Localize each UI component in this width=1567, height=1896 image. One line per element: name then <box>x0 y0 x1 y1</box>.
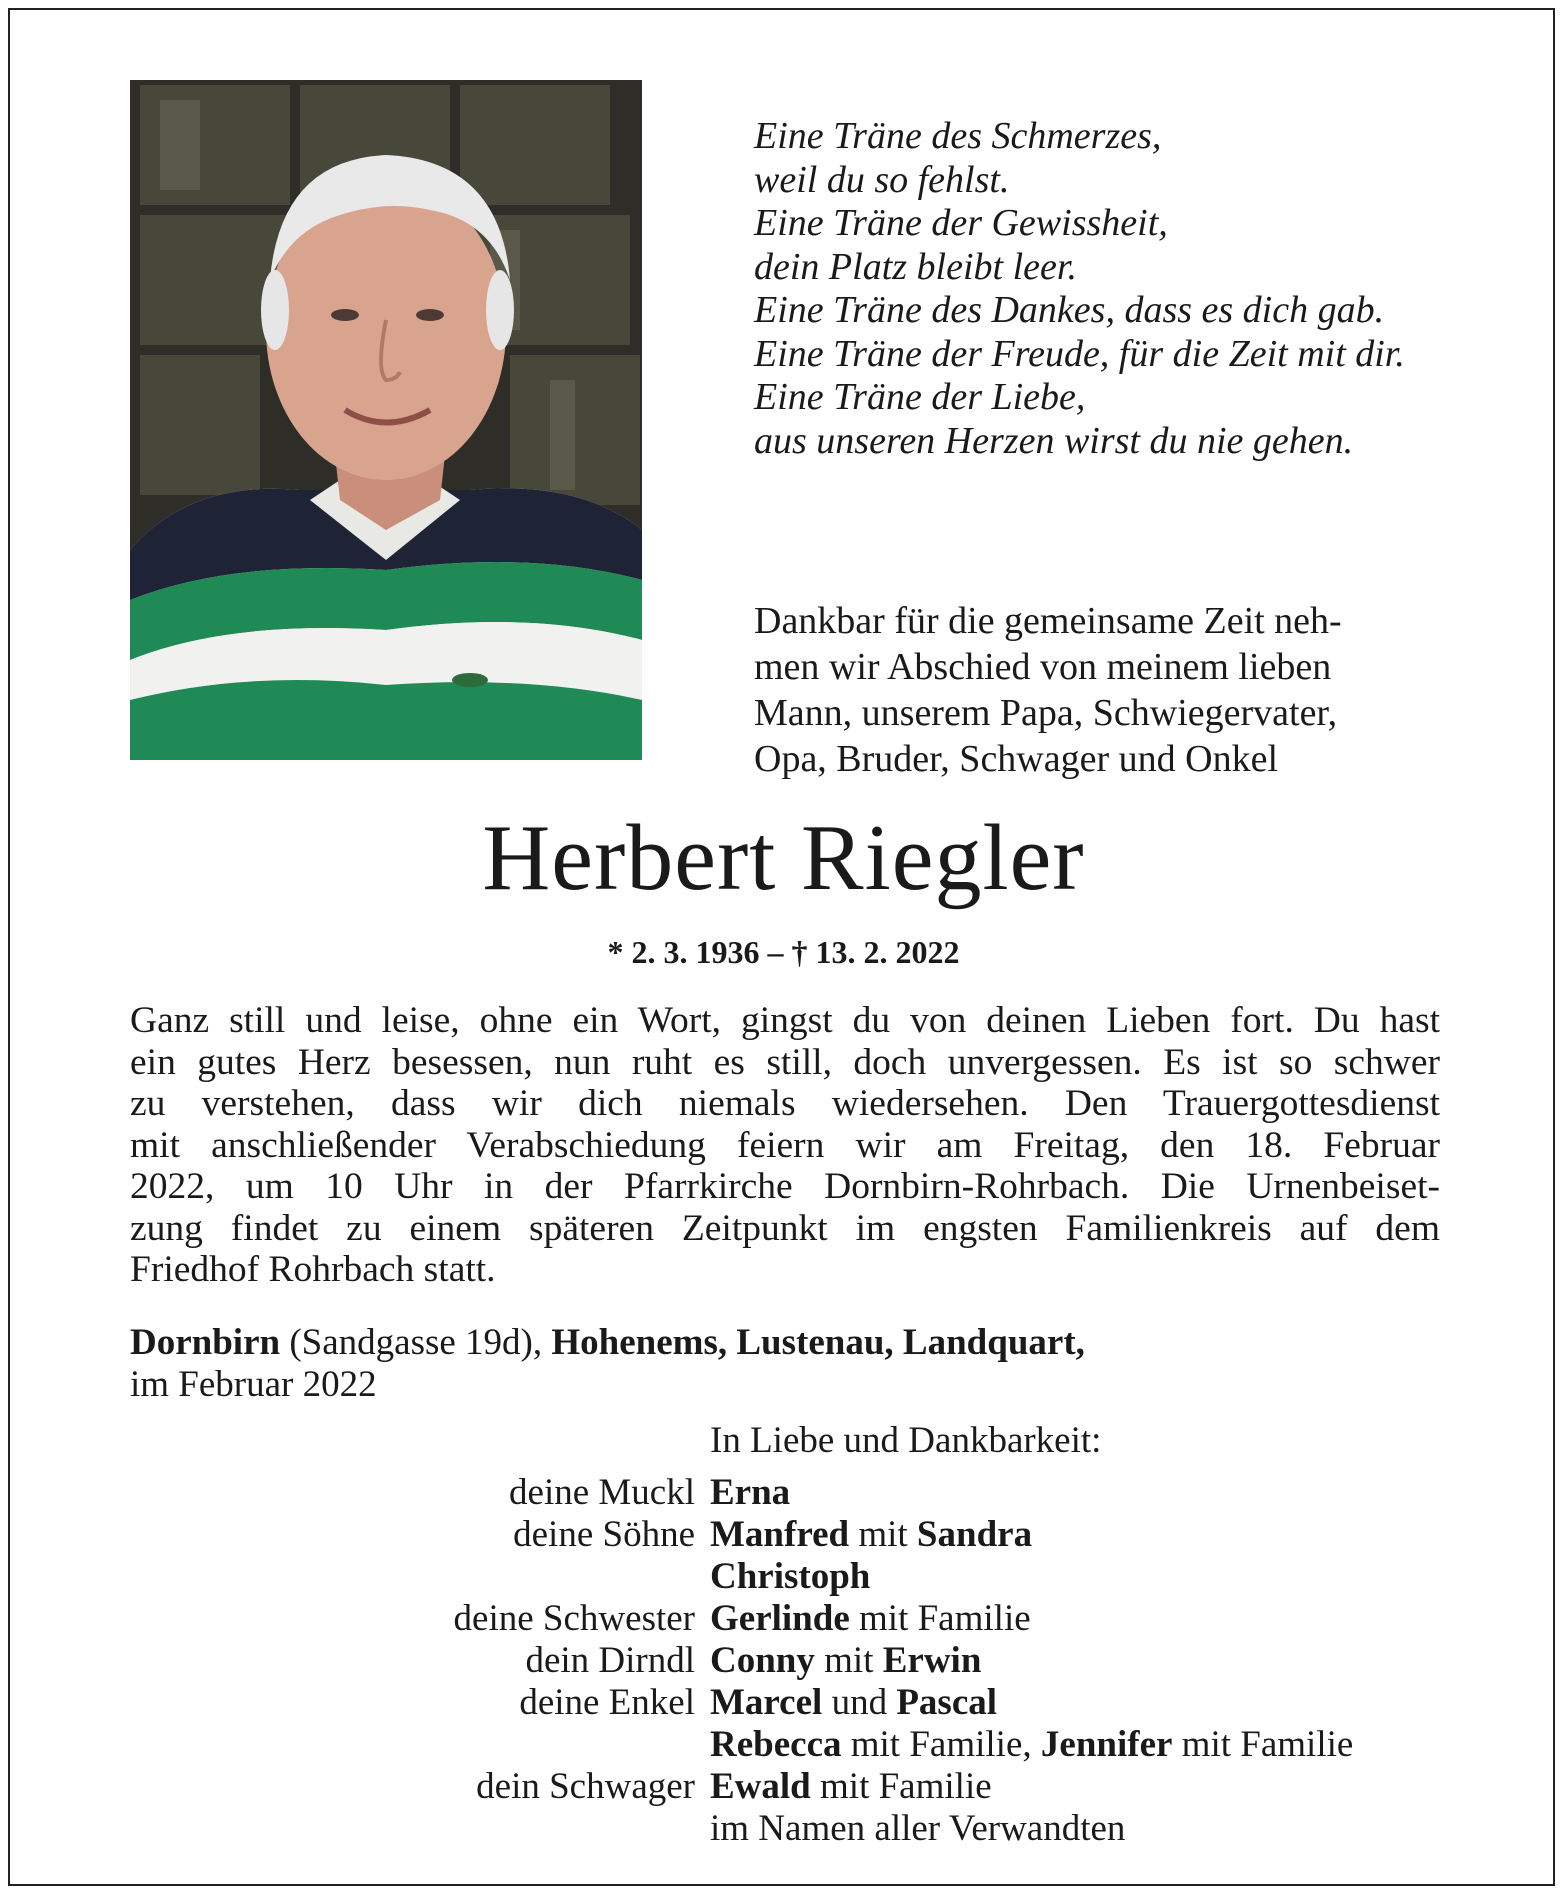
family-relation: deine Söhne <box>513 1514 695 1555</box>
deceased-name: Herbert Riegler <box>482 806 1085 910</box>
intro-line: Mann, unserem Papa, Schwiegervater, <box>754 692 1338 734</box>
thanks-heading: In Liebe und Dankbarkeit: <box>710 1420 1102 1461</box>
poem-line: weil du so fehlst. <box>754 158 1010 201</box>
place-line <box>130 1322 1450 1364</box>
intro-line: Dankbar für die gemeinsame Zeit neh- <box>754 600 1342 642</box>
message-line: Ganz still und leise, ohne ein Wort, gingst du von deinen Lieben fort. Du hast <box>130 1000 1440 1041</box>
message-line: Friedhof Rohrbach statt. <box>130 1249 496 1290</box>
poem <box>754 115 1474 463</box>
intro-line: Opa, Bruder, Schwager und Onkel <box>754 738 1279 780</box>
intro-line: men wir Abschied von meinem lieben <box>754 646 1332 688</box>
family-member-name: Ewald <box>710 1766 811 1807</box>
message-line: zu verstehen, dass wir dich niemals wiedersehen. Den Trauergottesdienst <box>130 1083 1440 1124</box>
family-names <box>710 1724 1353 1766</box>
place-date: im Februar 2022 <box>130 1364 377 1405</box>
portrait-photo <box>130 80 642 760</box>
family-member-name: Manfred <box>710 1514 850 1555</box>
obituary-message <box>130 1000 1440 1291</box>
poem-line: Eine Träne des Schmerzes, <box>754 115 1162 157</box>
family-member-name: Gerlinde <box>710 1598 850 1639</box>
family-connector: mit <box>849 1514 917 1555</box>
poem-line: Eine Träne der Freude, für die Zeit mit dir. <box>754 332 1405 375</box>
family-connector: mit Familie <box>810 1766 992 1807</box>
family-connector: mit Familie <box>849 1598 1031 1639</box>
family-names <box>710 1598 1031 1640</box>
family-member-name: Christoph <box>710 1556 871 1597</box>
family-relation: dein Dirndl <box>525 1640 695 1681</box>
family-relation: deine Schwester <box>453 1598 695 1639</box>
family-row <box>0 1766 1567 1808</box>
family-member-name: Erna <box>710 1472 791 1513</box>
message-line: zung findet zu einem späteren Zeitpunkt im engsten Familienkreis auf dem <box>130 1207 1440 1249</box>
family-member-name: Pascal <box>896 1682 998 1723</box>
place-city: Dornbirn <box>130 1322 281 1363</box>
portrait-photo-icon <box>130 80 642 760</box>
family-row <box>0 1682 1567 1724</box>
family-row <box>0 1598 1567 1640</box>
family-names <box>710 1556 870 1598</box>
family-names <box>710 1514 1032 1556</box>
family-relation: dein Schwager <box>476 1766 695 1807</box>
family-connector: mit Familie <box>1172 1724 1354 1765</box>
family-names <box>710 1808 1125 1850</box>
family-connector: mit <box>814 1640 883 1681</box>
family-member-name: Jennifer <box>1040 1724 1173 1765</box>
family-relation: deine Muckl <box>509 1472 695 1513</box>
family-names <box>710 1766 992 1808</box>
poem-line: Eine Träne der Liebe, <box>754 376 1086 418</box>
family-row <box>0 1808 1567 1850</box>
family-member-name: Marcel <box>710 1682 823 1723</box>
family-names <box>710 1472 790 1514</box>
farewell-intro <box>754 598 1434 782</box>
family-names <box>710 1640 981 1682</box>
family-row <box>0 1472 1567 1514</box>
family-names <box>710 1682 997 1724</box>
family-member-name: Rebecca <box>710 1724 842 1765</box>
poem-line: Eine Träne der Gewissheit, <box>754 202 1168 244</box>
place-address: (Sandgasse 19d), <box>280 1322 552 1363</box>
family-member-name: Conny <box>710 1640 815 1681</box>
family-member-name: Erwin <box>882 1640 982 1681</box>
family-list <box>0 1472 1567 1850</box>
family-connector: im Namen aller Verwandten <box>710 1808 1126 1849</box>
family-row <box>0 1724 1567 1766</box>
family-connector: mit Familie, <box>841 1724 1041 1765</box>
family-row <box>0 1640 1567 1682</box>
poem-line: dein Platz bleibt leer. <box>754 245 1077 288</box>
family-row <box>0 1556 1567 1598</box>
family-member-name: Sandra <box>916 1514 1033 1555</box>
message-line: ein gutes Herz besessen, nun ruht es still, doch unvergessen. Es ist so schwer <box>130 1041 1440 1083</box>
place-and-date <box>130 1322 1450 1406</box>
family-connector: und <box>822 1682 897 1723</box>
life-dates: * 2. 3. 1936 – † 13. 2. 2022 <box>607 934 960 970</box>
family-relation: deine Enkel <box>519 1682 695 1723</box>
message-line: mit anschließender Verabschiedung feiern wir am Freitag, den 18. Februar <box>130 1124 1440 1166</box>
family-row <box>0 1514 1567 1556</box>
message-line: 2022, um 10 Uhr in der Pfarrkirche Dornbirn-Rohrbach. Die Urnenbeiset- <box>130 1166 1440 1207</box>
place-others: Hohenems, Lustenau, Landquart, <box>551 1322 1085 1363</box>
poem-line: aus unseren Herzen wirst du nie gehen. <box>754 419 1354 462</box>
poem-line: Eine Träne des Dankes, dass es dich gab. <box>754 289 1385 331</box>
